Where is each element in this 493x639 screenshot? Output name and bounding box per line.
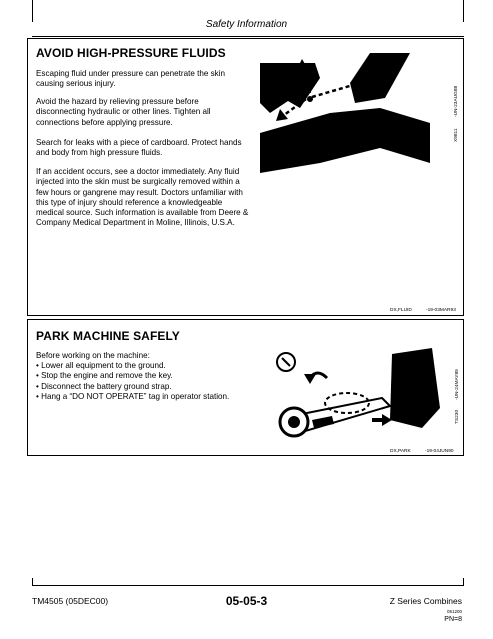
list-item: • Lower all equipment to the ground. [36,361,166,370]
section-park-machine-safely [27,319,464,456]
ignition-key-illustration [272,348,442,440]
print-code: 051200 [446,609,462,614]
figure-date: -UN-24MAY89 [455,369,460,400]
list-item: • Hang a “DO NOT OPERATE” tag in operator station. [36,391,230,401]
product-name: Z Series Combines [389,596,462,606]
pn-number: PN=8 [444,616,462,623]
paragraph: Avoid the hazard by relieving pressure before disconnecting hydraulic or other lines. Tighten all connections before applying pressure. [36,97,211,127]
header-rule [32,36,464,37]
intro-text: Before working on the machine: [36,351,150,360]
section-title: AVOID HIGH-PRESSURE FLUIDS [36,46,226,60]
reference-date: -19-03MAR93 [426,308,456,313]
paragraph: Escaping fluid under pressure can penetrate the skin causing serious injury. [36,69,225,89]
hydraulic-leak-illustration [260,53,445,183]
paragraph: Search for leaks with a piece of cardboard. Protect hands and body from high pressure fluids. [36,138,242,158]
section-title: PARK MACHINE SAFELY [36,329,180,343]
footer-rule [32,585,464,586]
figure-date: -UN-23AUG88 [454,85,459,117]
paragraph: If an accident occurs, see a doctor immediately. Any fluid injected into the skin must be surgically removed within a few hours or gangrene may result. Doctors unfamiliar with this type of injury should reference a knowledgeable medical source. Such information is available from Deere & Company Medical Department in Moline, Illinois, U.S.A. [36,167,249,228]
page-header: Safety Information [205,19,288,30]
manual-id: TM4505 (05DEC00) [32,596,109,606]
figure-id: X9811 [454,128,459,142]
reference-date: -19-04JUN90 [425,449,454,454]
reference-code: DX,FLUID [390,308,412,313]
list-item: • Disconnect the battery ground strap. [36,381,172,391]
instruction-list [36,361,276,402]
section-high-pressure-fluids [27,38,464,316]
reference-code: DX,PARK [390,449,411,454]
page-number: 05-05-3 [225,594,268,608]
list-item: • Stop the engine and remove the key. [36,371,173,381]
figure-id: TS230 [455,409,460,424]
